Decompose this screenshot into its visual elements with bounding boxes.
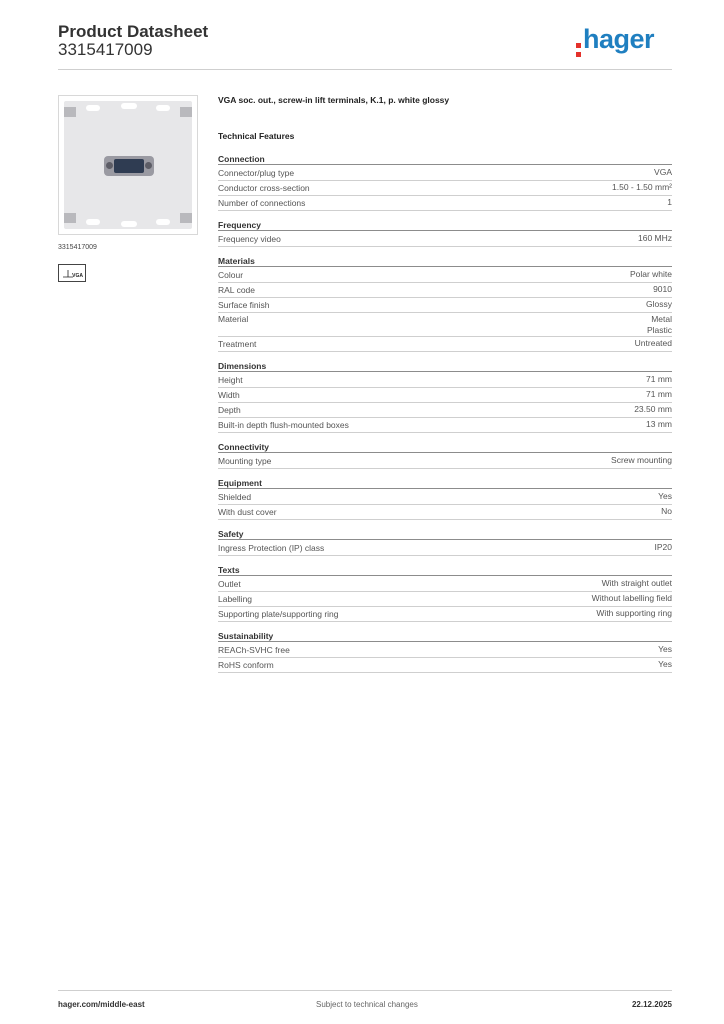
group-title: Connectivity xyxy=(218,441,672,453)
group-title: Safety xyxy=(218,528,672,540)
feature-value: Metal Plastic xyxy=(646,314,672,335)
feature-label: Built-in depth flush-mounted boxes xyxy=(218,420,349,430)
feature-row xyxy=(218,337,672,352)
feature-group xyxy=(218,477,672,520)
feature-groups xyxy=(218,153,672,673)
socket-plate xyxy=(64,101,192,229)
feature-value: Yes xyxy=(658,644,672,654)
feature-group xyxy=(218,255,672,352)
feature-value: Yes xyxy=(658,659,672,669)
feature-label: Labelling xyxy=(218,594,253,604)
feature-value: 160 MHz xyxy=(637,233,672,243)
feature-label: Material xyxy=(218,314,249,324)
feature-row xyxy=(218,268,672,283)
feature-group xyxy=(218,441,672,469)
feature-group xyxy=(218,219,672,247)
feature-row xyxy=(218,313,672,337)
feature-label: Mounting type xyxy=(218,456,272,466)
feature-label: Frequency video xyxy=(218,234,281,244)
feature-value: Without labelling field xyxy=(591,593,672,603)
feature-label: Ingress Protection (IP) class xyxy=(218,543,325,553)
feature-label: Outlet xyxy=(218,579,241,589)
group-title: Connection xyxy=(218,153,672,165)
hager-logo xyxy=(576,24,654,57)
image-caption: 3315417009 xyxy=(58,244,97,251)
feature-row xyxy=(218,454,672,469)
feature-value: 1 xyxy=(667,197,672,207)
feature-label: RoHS conform xyxy=(218,660,274,670)
feature-row xyxy=(218,388,672,403)
group-title: Sustainability xyxy=(218,630,672,642)
feature-row xyxy=(218,232,672,247)
feature-label: Colour xyxy=(218,270,244,280)
group-title: Texts xyxy=(218,564,672,576)
feature-label: RAL code xyxy=(218,285,256,295)
feature-label: Shielded xyxy=(218,492,252,502)
feature-row xyxy=(218,403,672,418)
group-title: Dimensions xyxy=(218,360,672,372)
feature-row xyxy=(218,577,672,592)
feature-label: With dust cover xyxy=(218,507,277,517)
feature-group xyxy=(218,564,672,622)
feature-label: Treatment xyxy=(218,339,257,349)
feature-group xyxy=(218,153,672,211)
feature-value: No xyxy=(661,506,672,516)
feature-label: REACh-SVHC free xyxy=(218,645,290,655)
feature-value: Polar white xyxy=(629,269,672,279)
technical-content xyxy=(218,95,672,681)
feature-row xyxy=(218,658,672,673)
product-image xyxy=(58,95,198,235)
feature-value: 71 mm xyxy=(646,389,672,399)
feature-group xyxy=(218,528,672,556)
group-title: Materials xyxy=(218,255,672,267)
feature-value: VGA xyxy=(654,167,672,177)
feature-row xyxy=(218,505,672,520)
footer-notice: Subject to technical changes xyxy=(316,1000,418,1009)
feature-row xyxy=(218,298,672,313)
feature-value: Untreated xyxy=(634,338,672,348)
feature-row xyxy=(218,181,672,196)
logo-dots-icon xyxy=(576,43,581,57)
feature-value: IP20 xyxy=(654,542,672,552)
feature-row xyxy=(218,643,672,658)
feature-value: 1.50 - 1.50 mm² xyxy=(612,182,672,192)
feature-label: Depth xyxy=(218,405,241,415)
vga-symbol-icon xyxy=(58,264,86,282)
footer-website: hager.com/middle-east xyxy=(58,1000,145,1009)
technical-features-heading: Technical Features xyxy=(218,131,295,141)
feature-value: Screw mounting xyxy=(611,455,672,465)
feature-value: With supporting ring xyxy=(596,608,672,618)
product-description: VGA soc. out., screw-in lift terminals, K.1, p. white glossy xyxy=(218,95,450,105)
logo-text: hager xyxy=(582,24,654,54)
feature-value: 23.50 mm xyxy=(634,404,672,414)
feature-value: Glossy xyxy=(646,299,672,309)
feature-group xyxy=(218,360,672,433)
feature-row xyxy=(218,196,672,211)
document-title: Product Datasheet xyxy=(58,22,209,41)
group-title: Frequency xyxy=(218,219,672,231)
feature-row xyxy=(218,607,672,622)
feature-label: Connector/plug type xyxy=(218,168,295,178)
feature-label: Conductor cross-section xyxy=(218,183,310,193)
feature-row xyxy=(218,166,672,181)
feature-value: Yes xyxy=(658,491,672,501)
feature-row xyxy=(218,592,672,607)
feature-value: 9010 xyxy=(653,284,672,294)
group-title: Equipment xyxy=(218,477,672,489)
feature-group xyxy=(218,630,672,673)
feature-label: Width xyxy=(218,390,240,400)
feature-value: 13 mm xyxy=(646,419,672,429)
feature-row xyxy=(218,490,672,505)
feature-row xyxy=(218,541,672,556)
feature-value: With straight outlet xyxy=(601,578,672,588)
product-number: 3315417009 xyxy=(58,40,153,59)
vga-connector-icon xyxy=(104,156,154,176)
feature-label: Supporting plate/supporting ring xyxy=(218,609,339,619)
symbol-label: VGA xyxy=(72,273,83,279)
footer-date: 22.12.2025 xyxy=(631,1000,672,1009)
feature-row xyxy=(218,373,672,388)
feature-row xyxy=(218,283,672,298)
feature-label: Height xyxy=(218,375,243,385)
feature-row xyxy=(218,418,672,433)
page-header xyxy=(58,20,672,70)
feature-value: 71 mm xyxy=(646,374,672,384)
page-footer xyxy=(58,990,672,1014)
feature-label: Number of connections xyxy=(218,198,306,208)
feature-label: Surface finish xyxy=(218,300,270,310)
